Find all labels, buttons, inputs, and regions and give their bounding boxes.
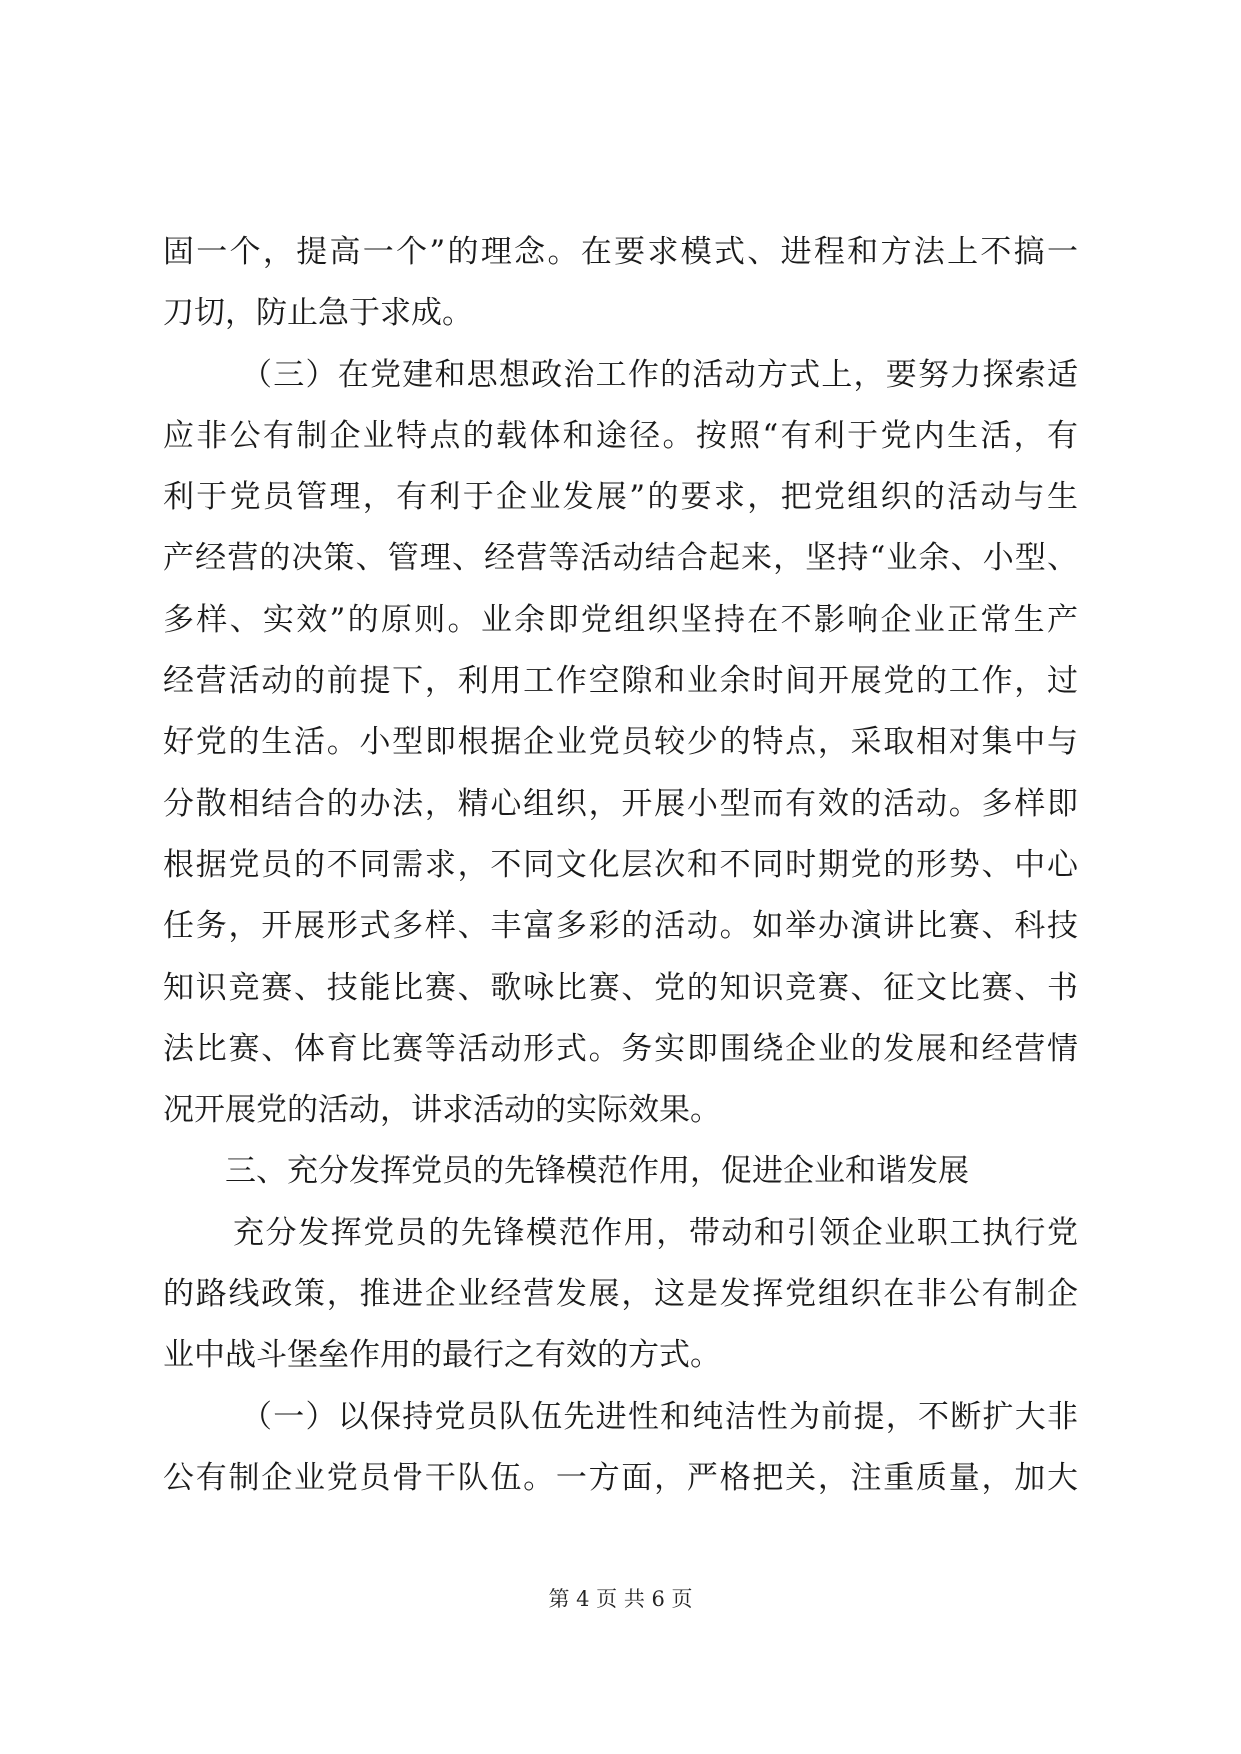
text-line: 固一个，提高一个”的理念。在要求模式、进程和方法上不搞一: [163, 234, 1078, 270]
text-line: 的路线政策，推进企业经营发展，这是发挥党组织在非公有制企: [163, 1276, 1078, 1313]
text-line: 刀切，防止急于求成。: [163, 295, 473, 332]
text-line: 业中战斗堡垒作用的最行之有效的方式。: [163, 1337, 721, 1374]
text-line: 况开展党的活动，讲求活动的实际效果。: [163, 1092, 721, 1129]
text-line: 好党的生活。小型即根据企业党员较少的特点，采取相对集中与: [163, 724, 1078, 761]
text-line: 法比赛、体育比赛等活动形式。务实即围绕企业的发展和经营情: [163, 1030, 1078, 1067]
page-number-footer: 第 4 页 共 6 页: [548, 1587, 693, 1611]
text-line: 利于党员管理，有利于企业发展”的要求，把党组织的活动与生: [163, 479, 1078, 516]
text-line: 产经营的决策、管理、经营等活动结合起来，坚持“业余、小型、: [163, 540, 1078, 577]
text-line: 多样、实效”的原则。业余即党组织坚持在不影响企业正常生产: [163, 601, 1078, 638]
section-heading: 三、充分发挥党员的先锋模范作用，促进企业和谐发展: [225, 1153, 969, 1190]
text-line: 应非公有制企业特点的载体和途径。按照“有利于党内生活，有: [163, 417, 1078, 454]
text-line: 任务，开展形式多样、丰富多彩的活动。如举办演讲比赛、科技: [163, 908, 1078, 945]
text-line: （三）在党建和思想政治工作的活动方式上，要努力探索适: [241, 356, 1078, 393]
text-line: 公有制企业党员骨干队伍。一方面，严格把关，注重质量，加大: [163, 1459, 1078, 1496]
text-line: 分散相结合的办法，精心组织，开展小型而有效的活动。多样即: [163, 785, 1078, 822]
document-body: [163, 222, 1078, 1509]
text-line: （一）以保持党员队伍先进性和纯洁性为前提，不断扩大非: [241, 1398, 1078, 1435]
text-line: 经营活动的前提下，利用工作空隙和业余时间开展党的工作，过: [163, 663, 1078, 700]
text-line: 根据党员的不同需求，不同文化层次和不同时期党的形势、中心: [163, 846, 1078, 883]
text-line: 知识竞赛、技能比赛、歌咏比赛、党的知识竞赛、征文比赛、书: [163, 969, 1078, 1006]
text-line: 充分发挥党员的先锋模范作用，带动和引领企业职工执行党: [233, 1214, 1078, 1251]
